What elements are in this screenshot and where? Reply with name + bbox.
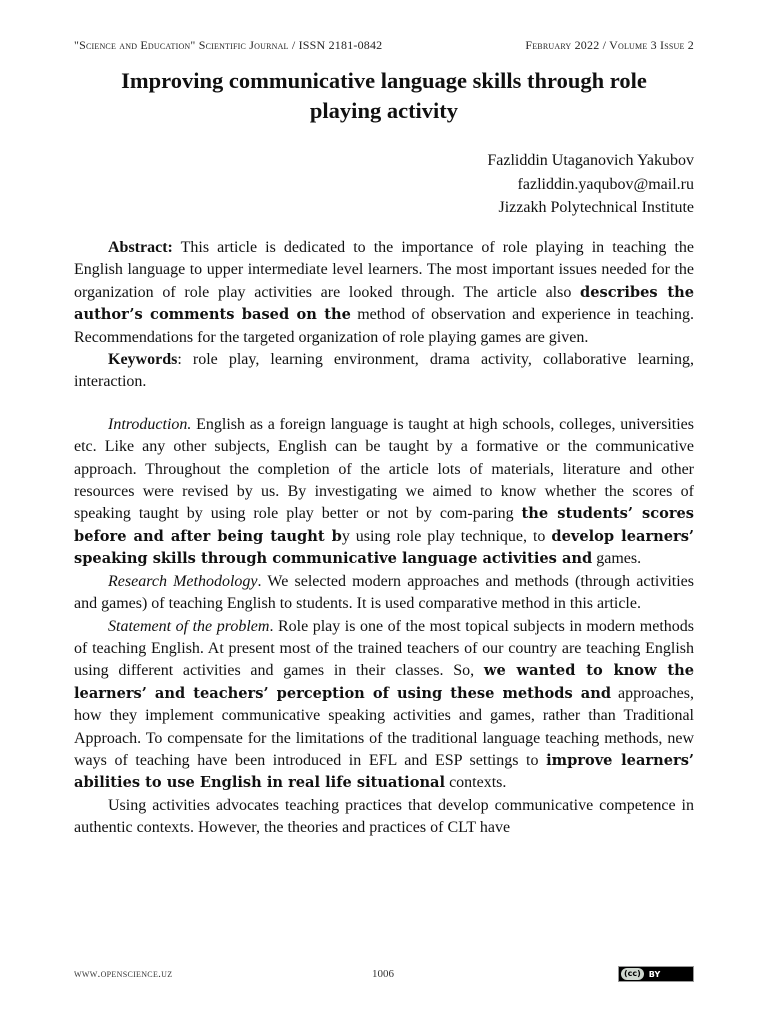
keywords-text: : role play, learning environment, drama activity, collaborative learning, interaction. xyxy=(74,351,694,391)
problem-text-2: approaches, how they implement communicative speaking activities and games, rather than Traditional Approach. To compensate for the limitations of the traditional language teaching methods, new ways of teaching have been introduced in EFL and ESP settings to xyxy=(74,684,694,769)
page-number: 1006 xyxy=(372,968,394,980)
author-email: fazliddin.yaqubov@mail.ru xyxy=(517,175,694,193)
problem-bold-2: improve learners’ abilities to use English in real life situational xyxy=(74,751,694,792)
abstract-text-1: This article is dedicated to the importance of role playing in teaching the English language to upper intermediate level learners. The most important issues needed for the organization of role play activities are looked through. The article also xyxy=(74,239,694,301)
attribution-icon: BY xyxy=(648,969,661,979)
problem-text-3: contexts. xyxy=(445,774,507,792)
introduction-bold-1: the students’ scores before and after being taught b xyxy=(74,505,695,545)
problem-text-1: . Role play is one of the most topical subjects in modern methods of teaching English. At present most of the trained teachers of our country are teaching English using different activities and games in their classes. So, xyxy=(74,617,695,680)
author-block xyxy=(487,149,694,220)
author-name: Fazliddin Utaganovich Yakubov xyxy=(487,152,694,169)
introduction-text-1: English as a foreign language is taught at high schools, colleges, universities etc. Like any other subjects, English can be taught by a formative or the communicative approach. Throughout the completion of the article lots of materials, literature and other resources were revised by us. By investigating we aimed to know whether the scores of speaking taught by using role play better or not by com-paring xyxy=(74,415,694,523)
abstract-paragraph xyxy=(74,237,694,349)
problem-bold-1: we wanted to know the learners’ and teachers’ perception of using these methods and xyxy=(74,662,694,702)
keywords-label: Keywords xyxy=(108,351,178,369)
closing-paragraph: Using activities advocates teaching practices that develop communicative competence in authentic contexts. However, the theories and practices of CLT have xyxy=(74,796,694,837)
methodology-label: Research Methodology xyxy=(108,572,258,590)
introduction-paragraph xyxy=(74,414,694,571)
abstract-text-2: method of observation and experience in teaching. Recommendations for the targeted organization of role playing games are given. xyxy=(74,306,694,346)
author-affiliation: Jizzakh Polytechnical Institute xyxy=(498,199,694,216)
problem-paragraph xyxy=(74,616,694,795)
running-header xyxy=(74,38,694,56)
abstract-label: Abstract: xyxy=(108,239,173,256)
introduction-text-2: y using role play technique, to xyxy=(341,527,552,545)
article-body xyxy=(74,237,694,840)
introduction-bold-2: develop learners’ speaking skills through communicative language activities and xyxy=(74,527,695,568)
article-title: Improving communicative language skills through role playing activity xyxy=(121,68,647,123)
page-footer xyxy=(74,966,694,982)
abstract-bold-1: describes the author’s comments based on the xyxy=(74,283,694,324)
journal-name: "Science and Education" Scientific Journal / ISSN 2181-0842 xyxy=(74,38,383,52)
creative-commons-icon: (cc) xyxy=(621,968,644,980)
issue-info: February 2022 / Volume 3 Issue 2 xyxy=(525,38,694,52)
introduction-label: Introduction. xyxy=(108,415,192,433)
introduction-text-3: games. xyxy=(592,550,642,568)
footer-website-link[interactable]: www.openscience.uz xyxy=(74,968,173,980)
keywords-paragraph xyxy=(74,349,694,394)
methodology-paragraph xyxy=(74,571,694,616)
cc-license-badge[interactable] xyxy=(618,966,694,982)
methodology-text: . We selected modern approaches and methods (through activities and games) of teaching English to students. It is used comparative method in this article. xyxy=(74,572,695,613)
problem-label: Statement of the problem xyxy=(108,617,270,635)
